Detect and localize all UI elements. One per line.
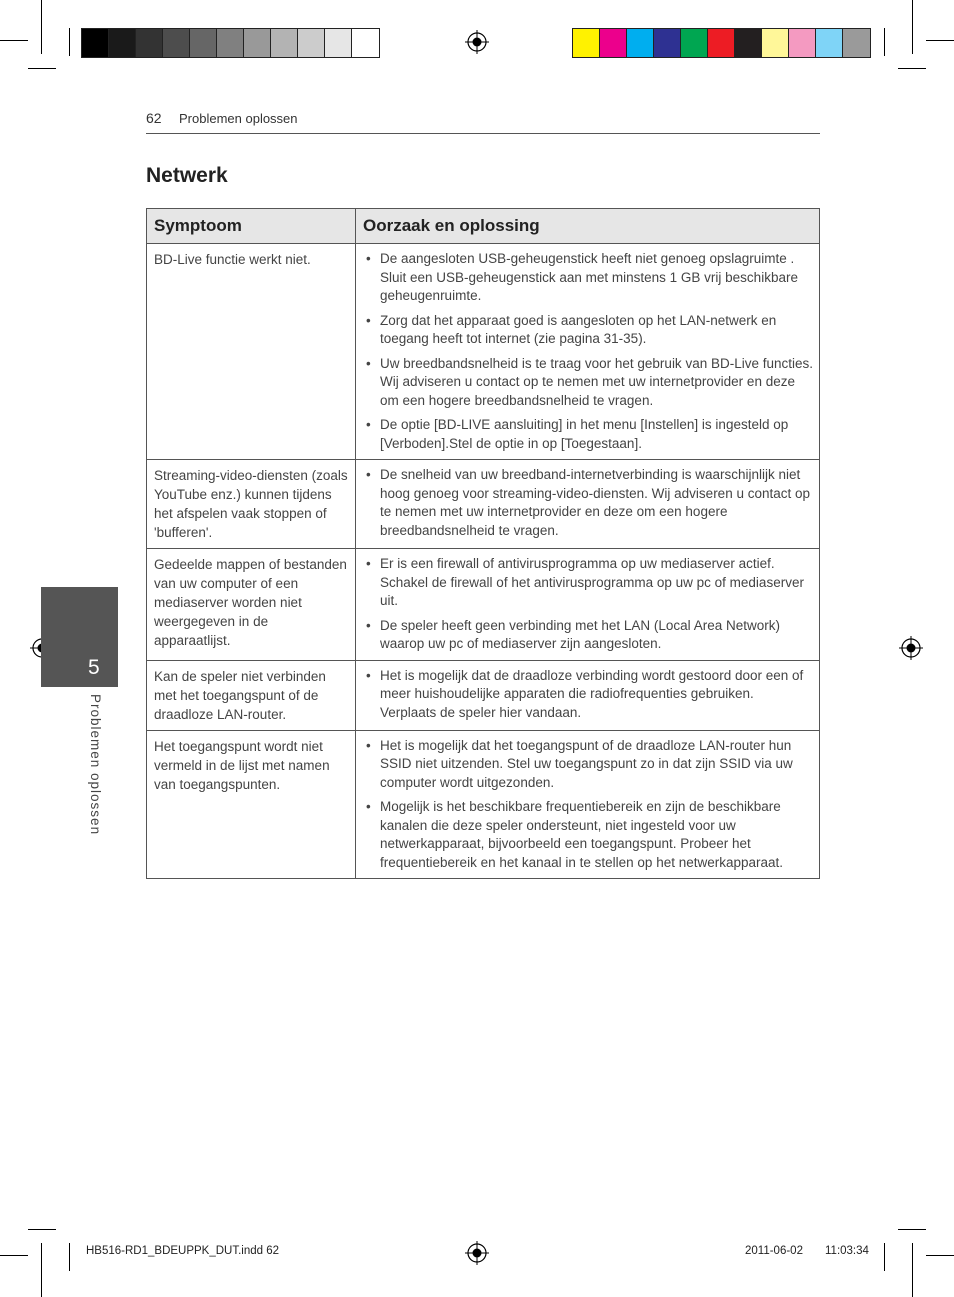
crop-mark	[926, 40, 954, 41]
color-swatch	[217, 29, 244, 57]
crop-mark	[0, 1255, 28, 1256]
color-swatch	[789, 29, 816, 57]
crop-mark	[69, 28, 70, 56]
cause-text: Uw breedbandsnelheid is te traag voor het gebruik van BD-Live functies. Wij adviseren u contact op te nemen met uw internetprovider en deze om een hogere breedbandsnelheid te vragen.	[380, 355, 813, 408]
table-row	[146, 731, 820, 880]
cause-cell	[356, 549, 819, 660]
color-swatch	[708, 29, 735, 57]
bullet-icon: •	[366, 737, 371, 753]
table-header-row	[146, 208, 820, 244]
column-header-cause: Oorzaak en oplossing	[363, 216, 540, 235]
cause-text: Er is een firewall of antivirusprogramma op uw mediaserver actief. Schakel de firewall of het antivirusprogramma op uw pc of mediaserver uit.	[380, 556, 804, 608]
table-row	[146, 549, 820, 661]
cause-cell	[356, 661, 819, 730]
crop-mark	[0, 40, 28, 41]
crop-mark	[912, 1243, 913, 1297]
color-swatch	[271, 29, 298, 57]
troubleshooting-table	[146, 208, 820, 879]
bullet-icon: •	[366, 467, 371, 482]
crop-mark	[69, 1243, 70, 1271]
bullet-icon: •	[366, 251, 371, 266]
bullet-icon: •	[366, 355, 371, 371]
symptom-cell: Het toegangspunt wordt niet vermeld in de lijst met namen van toegangspunten.	[147, 731, 356, 879]
crop-mark	[28, 68, 56, 69]
color-swatch	[244, 29, 271, 57]
color-swatch	[816, 29, 843, 57]
cause-item	[364, 355, 813, 411]
bullet-icon: •	[366, 417, 371, 432]
bullet-icon: •	[366, 799, 371, 814]
symptom-cell: Streaming-video-diensten (zoals YouTube enz.) kunnen tijdens het afspelen vaak stoppen of 'bufferen'.	[147, 460, 356, 548]
bullet-icon: •	[366, 556, 371, 571]
cause-item	[364, 555, 813, 611]
crop-mark	[41, 1243, 42, 1297]
page-title: Netwerk	[146, 164, 228, 187]
color-swatch	[136, 29, 163, 57]
crop-mark	[884, 1243, 885, 1271]
color-swatch	[573, 29, 600, 57]
crop-mark	[41, 0, 42, 54]
registration-mark-icon	[465, 1241, 489, 1265]
cause-item	[364, 416, 813, 453]
cause-text: De speler heeft geen verbinding met het LAN (Local Area Network) waarop uw pc of mediaserver zijn aangesloten.	[380, 617, 780, 651]
cause-cell	[356, 244, 819, 459]
header-rule	[146, 133, 820, 134]
cause-text: Het is mogelijk dat de draadloze verbinding wordt gestoord door een of meer huishoudelijke apparaten die radiofrequenties gebruiken. Verplaats de speler hier vandaan.	[380, 667, 804, 720]
table-row	[146, 460, 820, 549]
running-head: Problemen oplossen	[179, 111, 298, 126]
chapter-label: Problemen oplossen	[88, 694, 103, 836]
table-row	[146, 244, 820, 460]
chapter-tab	[41, 587, 118, 687]
color-swatch	[325, 29, 352, 57]
process-color-bar	[572, 28, 871, 58]
cause-text: De snelheid van uw breedband-internetverbinding is waarschijnlijk niet hoog genoeg voor streaming-video-diensten. Wij adviseren u contact op te nemen met uw internetprovider en deze om een hogere breedbandsnelheid te vragen.	[380, 467, 811, 538]
color-swatch	[627, 29, 654, 57]
color-swatch	[735, 29, 762, 57]
column-header-symptom: Symptoom	[147, 209, 356, 243]
cause-item	[364, 466, 813, 540]
color-swatch	[190, 29, 217, 57]
color-swatch	[762, 29, 789, 57]
crop-mark	[28, 1229, 56, 1230]
table-row	[146, 661, 820, 731]
cause-text: Zorg dat het apparaat goed is aangesloten op het LAN-netwerk en toegang heeft tot internet (zie pagina 31-35).	[380, 312, 777, 346]
crop-mark	[926, 1255, 954, 1256]
color-swatch	[352, 29, 379, 57]
crop-mark	[898, 1229, 926, 1230]
cause-text: De aangesloten USB-geheugenstick heeft niet genoeg opslagruimte . Sluit een USB-geheugenstick aan met minstens 1 GB vrij beschikbare geheugenruimte.	[380, 251, 798, 303]
page-number: 62	[146, 110, 162, 126]
footer-date: 2011-06-02	[745, 1245, 803, 1257]
symptom-cell: Kan de speler niet verbinden met het toegangspunt of de draadloze LAN-router.	[147, 661, 356, 730]
symptom-cell: BD-Live functie werkt niet.	[147, 244, 356, 459]
color-swatch	[843, 29, 870, 57]
bullet-icon: •	[366, 617, 371, 633]
crop-mark	[912, 0, 913, 54]
color-swatch	[82, 29, 109, 57]
crop-mark	[884, 28, 885, 56]
bullet-icon: •	[366, 667, 371, 683]
cause-text: Mogelijk is het beschikbare frequentiebereik en zijn de beschikbare kanalen die deze speler ondersteunt, niet ingesteld voor uw netwerkapparaat, bijvoorbeeld een toegangspunt. Probeer het frequentiebereik en het kanaal in te stellen op het netwerkapparaat.	[380, 799, 784, 870]
color-swatch	[600, 29, 627, 57]
color-swatch	[298, 29, 325, 57]
cause-text: De optie [BD-LIVE aansluiting] in het menu [Instellen] is ingesteld op [Verboden].Stel de optie in op [Toegestaan].	[380, 417, 789, 451]
cause-cell	[356, 731, 819, 879]
bullet-icon: •	[366, 312, 371, 328]
cause-item	[364, 737, 813, 793]
cause-item	[364, 312, 813, 349]
footer-time: 11:03:34	[825, 1245, 869, 1257]
cause-item	[364, 798, 813, 872]
registration-mark-icon	[899, 636, 923, 660]
symptom-cell: Gedeelde mappen of bestanden van uw computer of een mediaserver worden niet weergegeven in de apparaatlijst.	[147, 549, 356, 660]
grayscale-color-bar	[81, 28, 380, 58]
color-swatch	[681, 29, 708, 57]
crop-mark	[898, 68, 926, 69]
cause-item	[364, 667, 813, 723]
cause-text: Het is mogelijk dat het toegangspunt of de draadloze LAN-router hun SSID niet uitzenden. Stel uw toegangspunt zo in dat zijn SSID via uw computer wordt uitgezonden.	[380, 737, 793, 790]
cause-item	[364, 250, 813, 306]
registration-mark-icon	[465, 30, 489, 54]
cause-cell	[356, 460, 819, 548]
chapter-number: 5	[88, 656, 100, 679]
footer-file: HB516-RD1_BDEUPPK_DUT.indd 62	[86, 1245, 280, 1257]
color-swatch	[109, 29, 136, 57]
color-swatch	[654, 29, 681, 57]
cause-item	[364, 617, 813, 654]
color-swatch	[163, 29, 190, 57]
